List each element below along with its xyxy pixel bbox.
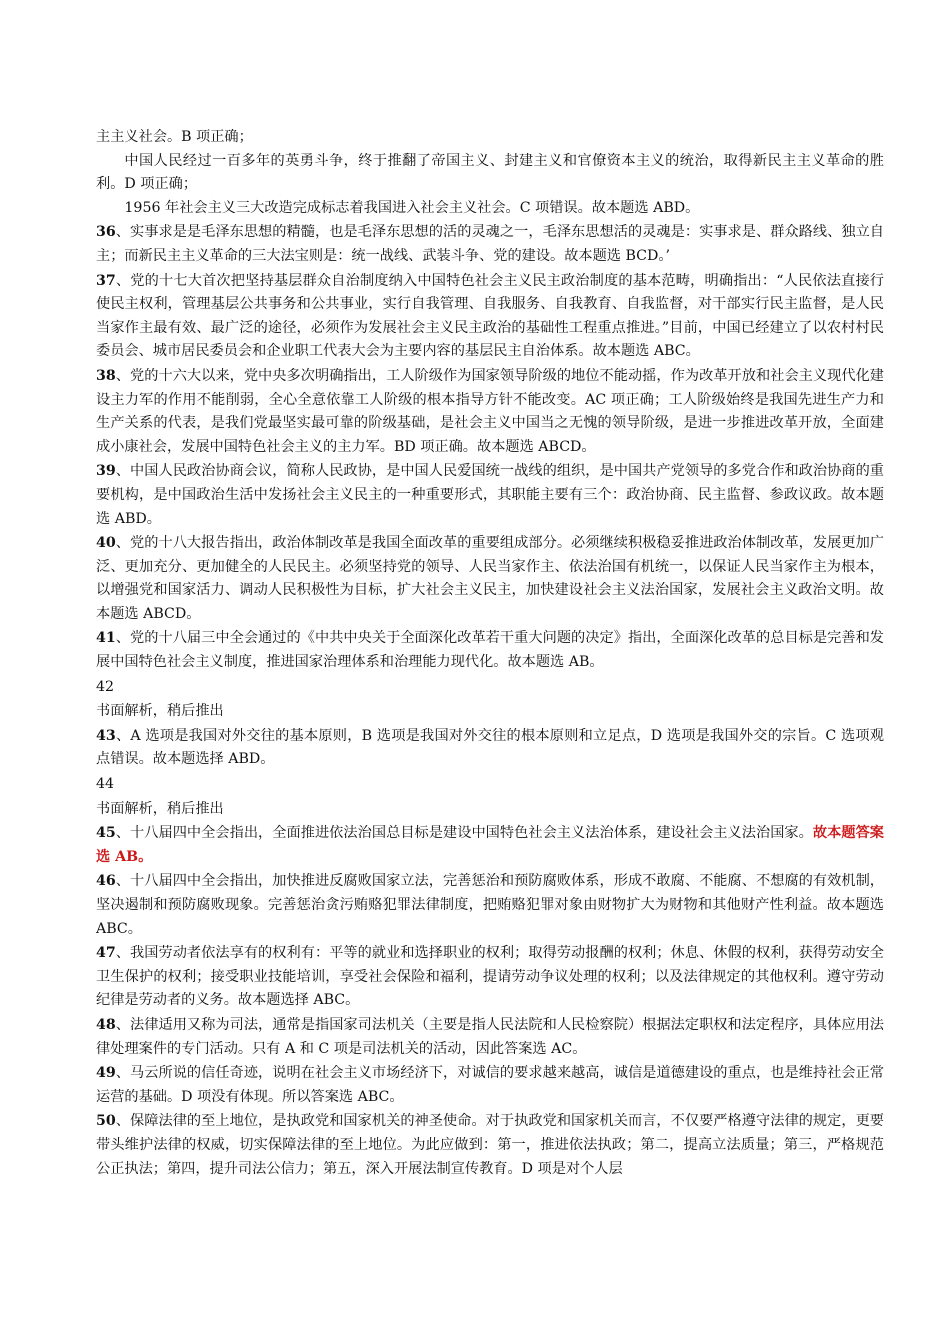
item-number: 38 (96, 367, 116, 384)
answer-item-39 (96, 460, 884, 531)
item-number: 48 (96, 1016, 116, 1033)
answer-item-49 (96, 1062, 884, 1109)
answer-item-36 (96, 221, 884, 268)
item-number: 47 (96, 945, 116, 962)
answer-item-41 (96, 627, 884, 674)
answer-item-38 (96, 365, 884, 459)
answer-item-40 (96, 532, 884, 626)
item-text: 、党的十八大报告指出，政治体制改革是我国全面改革的重要组成部分。必须继续积极稳妥推进政治体制改革，发展更加广泛、更加充分、更加健全的人民民主。必须坚持党的领导、人民当家作主、依法治国有机统一，以保证人民当家作主为根本，以增强党和国家活力、调动人民积极性为目标，扩大社会主义民主，加快建设社会主义法治国家，发展社会主义政治文明。故本题选 ABCD。 (96, 535, 884, 622)
item-text: 、保障法律的至上地位，是执政党和国家机关的神圣使命。对于执政党和国家机关而言，不仅要严格遵守法律的规定，更要带头维护法律的权威，切实保障法律的至上地位。为此应做到：第一，推进依法执政；第二，提高立法质量；第三，严格规范公正执法；第四，提升司法公信力；第五，深入开展法制宣传教育。D 项是对个人层 (96, 1113, 884, 1177)
item-text: 、我国劳动者依法享有的权利有：平等的就业和选择职业的权利；取得劳动报酬的权利；休息、休假的权利，获得劳动安全卫生保护的权利；接受职业技能培训，享受社会保险和福利，提请劳动争议处理的权利；以及法律规定的其他权利。遵守劳动纪律是劳动者的义务。故本题选择 ABC。 (96, 945, 884, 1009)
answer-item-44-text: 书面解析，稍后推出 (96, 800, 224, 817)
item-text: 、A 选项是我国对外交往的基本原则，B 选项是我国对外交往的根本原则和立足点，D 选项是我国外交的宗旨。C 选项观点错误。故本题选择 ABD。 (96, 727, 884, 768)
item-number: 50 (96, 1113, 116, 1130)
item-text: 、党的十六大以来，党中央多次明确指出，工人阶级作为国家领导阶级的地位不能动摇，作为改革开放和社会主义现代化建设主力军的作用不能削弱，全心全意依靠工人阶级的根本指导方针不能改变。AC 项正确；工人阶级始终是我国先进生产力和生产关系的代表，是我们党最坚实最可靠的阶级基础，是社会主义中国当之无愧的领导阶级，是进一步推进改革开放，全面建成小康社会，发展中国特色社会主义的主力军。BD 项正确。故本题选 ABCD。 (96, 367, 884, 455)
item-text: 、十八届四中全会指出，全面推进依法治国总目标是建设中国特色社会主义法治体系，建设社会主义法治国家。 (115, 825, 813, 842)
item-number: 45 (96, 825, 116, 842)
answer-item-42-text: 书面解析，稍后推出 (96, 703, 224, 720)
answer-highlight: 故本题答案选 AB。 (96, 825, 884, 865)
paragraph-indented: 1956 年社会主义三大改造完成标志着我国进入社会主义社会。C 项错误。故本题选 ABD。 (124, 199, 700, 216)
answer-item-50 (96, 1110, 884, 1181)
item-number: 41 (96, 630, 116, 647)
item-text: 、十八届四中全会指出，加快推进反腐败国家立法，完善惩治和预防腐败体系，形成不敢腐、不能腐、不想腐的有效机制，坚决遏制和预防腐败现象。完善惩治贪污贿赂犯罪法律制度，把贿赂犯罪对象由财物扩大为财物和其他财产性利益。故本题选 ABC。 (96, 873, 884, 937)
item-text: 、党的十七大首次把坚持基层群众自治制度纳入中国特色社会主义民主政治制度的基本范畴，明确指出：“人民依法直接行使民主权利，管理基层公共事务和公共事业，实行自我管理、自我服务、自我教育、自我监督，对干部实行民主监督，是人民当家作主最有效、最广泛的途径，必须作为发展社会主义民主政治的基础性工程重点推进。”目前，中国已经建立了以农村村民委员会、城市居民委员会和企业职工代表大会为主要内容的基层民主自治体系。故本题选 ABC。 (96, 272, 884, 360)
item-number: 49 (96, 1065, 116, 1082)
document-page (96, 126, 884, 1181)
item-number: 37 (96, 272, 116, 289)
answer-item-45 (96, 822, 884, 869)
item-number: 40 (96, 535, 116, 552)
item-number: 43 (96, 727, 116, 744)
item-number: 36 (96, 224, 116, 241)
item-number: 39 (96, 463, 116, 480)
item-text: 、党的十八届三中全会通过的《中共中央关于全面深化改革若干重大问题的决定》指出，全面深化改革的总目标是完善和发展中国特色社会主义制度，推进国家治理体系和治理能力现代化。故本题选 AB。 (96, 630, 884, 671)
item-text: 、实事求是是毛泽东思想的精髓，也是毛泽东思想的活的灵魂之一，毛泽东思想活的灵魂是：实事求是、群众路线、独立自主；而新民主主义革命的三大法宝则是：统一战线、武装斗争、党的建设。故本题选 BCD。’ (96, 224, 884, 264)
paragraph-indented: 中国人民经过一百多年的英勇斗争，终于推翻了帝国主义、封建主义和官僚资本主义的统治，取得新民主主义革命的胜利。D 项正确； (96, 152, 884, 193)
answer-item-44-number: 44 (96, 776, 115, 793)
answer-item-48 (96, 1014, 884, 1061)
answer-item-42-number: 42 (96, 678, 115, 695)
item-text: 、马云所说的信任奇迹，说明在社会主义市场经济下，对诚信的要求越来越高，诚信是道德建设的重点，也是维持社会正常运营的基础。D 项没有体现。所以答案选 ABC。 (96, 1065, 884, 1105)
paragraph-continuation: 主主义社会。B 项正确； (96, 129, 253, 145)
answer-item-47 (96, 942, 884, 1013)
item-text: 、中国人民政治协商会议，简称人民政协，是中国人民爱国统一战线的组织，是中国共产党领导的多党合作和政治协商的重要机构，是中国政治生活中发扬社会主义民主的一种重要形式，其职能主要有三个：政治协商、民主监督、参政议政。故本题选 ABD。 (96, 463, 884, 527)
item-number: 46 (96, 873, 116, 890)
answer-item-46 (96, 870, 884, 941)
answer-item-43 (96, 725, 884, 772)
item-text: 、法律适用又称为司法，通常是指国家司法机关（主要是指人民法院和人民检察院）根据法定职权和法定程序，具体应用法律处理案件的专门活动。只有 A 和 C 项是司法机关的活动，因此答案选 AC。 (96, 1016, 884, 1057)
answer-item-37 (96, 270, 884, 364)
